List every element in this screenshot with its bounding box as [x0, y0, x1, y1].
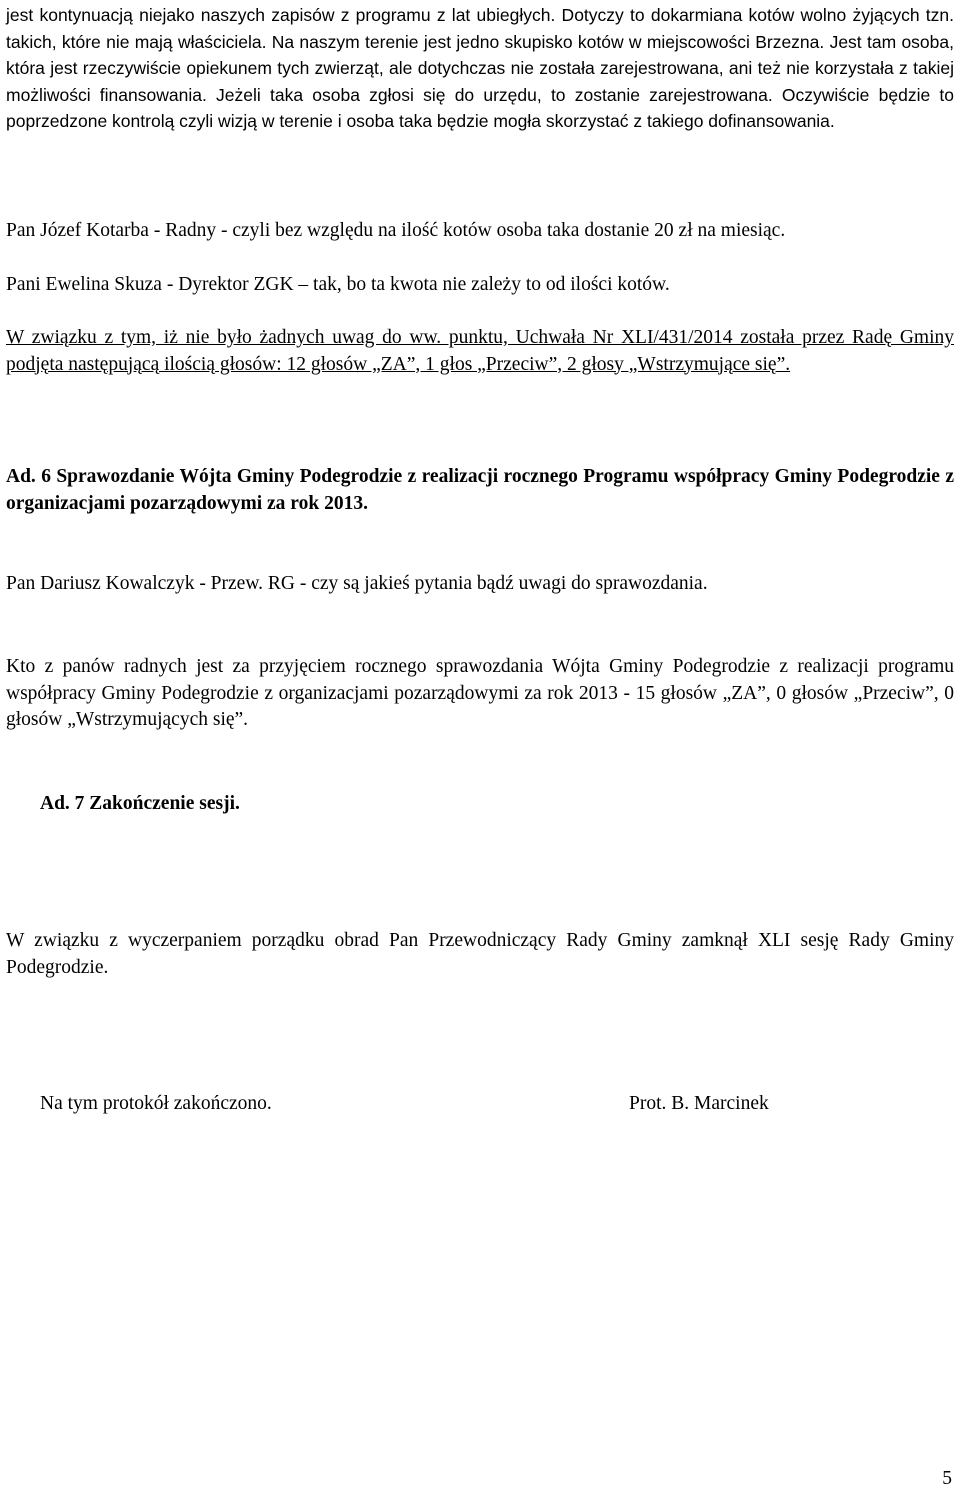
paragraph-closing: W związku z wyczerpaniem porządku obrad Pan Przewodniczący Rady Gminy zamknął XLI sesję Rady Gminy Podegrodzie.	[6, 930, 954, 978]
cats-register-text: Jeżeli taka osoba zgłosi się do urzędu, to zostanie zarejestrowana.	[216, 84, 773, 105]
cats-intro-text: jest kontynuacją niejako naszych zapisów z programu z lat ubiegłych. Dotyczy to dokarmiana kotów wolno żyjących tzn. takich, które nie mają właściciela. Na naszym terenie jest jedno skupisko kotów w miejscowości Brzezna.	[6, 5, 954, 52]
page-number: 5	[942, 1468, 952, 1489]
cats-detail-text: Jest tam osoba, która jest rzeczywiście opiekunem tych zwierząt, ale dotychczas nie została zarejestrowana, ani też nie korzystała z takiej możliwości finansowania.	[6, 31, 954, 105]
paragraph-cats-intro	[6, 2, 954, 135]
cats-control-text: Oczywiście będzie to poprzedzone kontrolą czyli wizją w terenie i osoba taka będzie mogła skorzystać z takiego dofinansowania.	[6, 84, 954, 131]
signature-closing-note: Na tym protokół zakończono.	[40, 1093, 272, 1114]
signature-recorder: Prot. B. Marcinek	[629, 1093, 769, 1114]
paragraph-report-vote: Kto z panów radnych jest za przyjęciem rocznego sprawozdania Wójta Gminy Podegrodzie z realizacji programu współpracy Gminy Podegrodzie z organizacjami pozarządowymi za rok 2013 - 15 głosów „ZA”, 0 głosów „Przeciw”, 0 głosów „Wstrzymujących się”.	[6, 656, 954, 730]
heading-ad-6: Ad. 6 Sprawozdanie Wójta Gminy Podegrodzie z realizacji rocznego Programu współpracy Gminy Podegrodzie z organizacjami pozarządowymi za rok 2013.	[6, 466, 954, 514]
paragraph-kowalczyk: Pan Dariusz Kowalczyk - Przew. RG - czy są jakieś pytania bądź uwagi do sprawozdania.	[6, 573, 708, 594]
paragraph-kotarba: Pan Józef Kotarba - Radny - czyli bez względu na ilość kotów osoba taka dostanie 20 zł na miesiąc.	[6, 220, 786, 241]
heading-ad-7: Ad. 7 Zakończenie sesji.	[40, 793, 240, 814]
paragraph-resolution-vote: W związku z tym, iż nie było żadnych uwag do ww. punktu, Uchwała Nr XLI/431/2014 została przez Radę Gminy podjęta następującą ilością głosów: 12 głosów „ZA”, 1 głos „Przeciw”, 2 głosy „Wstrzymujące się”.	[6, 327, 954, 375]
paragraph-skuza: Pani Ewelina Skuza - Dyrektor ZGK – tak, bo ta kwota nie zależy to od ilości kotów.	[6, 274, 670, 295]
